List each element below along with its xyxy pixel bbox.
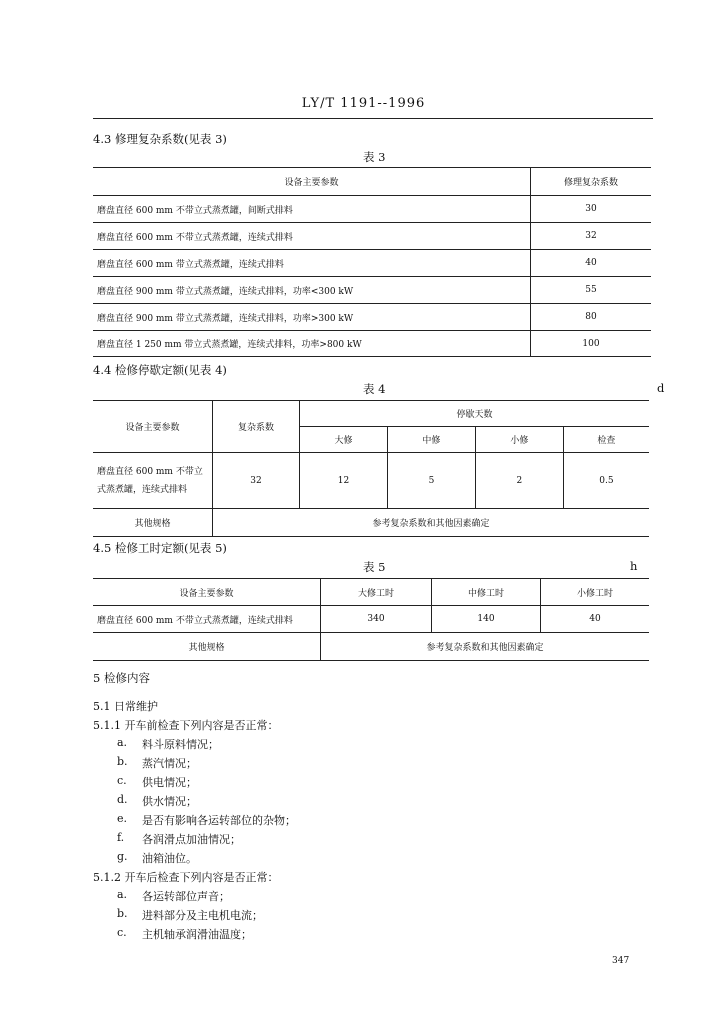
table-row-value: 2	[475, 453, 563, 509]
table-row-value: 55	[531, 277, 652, 304]
table-row-value: 80	[531, 304, 652, 331]
table-row-value: 100	[582, 338, 600, 349]
section-4-4-heading: 4.4 检修停歇定额(见表 4)	[93, 363, 227, 377]
section-5-heading: 5 检修内容	[93, 671, 150, 685]
list-item: 供电情况；	[142, 776, 197, 789]
list-item-mark: a.	[117, 888, 128, 901]
table-row-value: 30	[531, 196, 652, 223]
table-4-other-label: 其他规格	[93, 509, 213, 537]
table-4-header-coef: 复杂系数	[213, 401, 300, 453]
table-row-param: 磨盘直径 600 mm 不带立式蒸煮罐，连续式排料	[93, 223, 531, 250]
table-5-unit: h	[630, 559, 638, 573]
table-4-header-minor: 小修	[475, 427, 563, 453]
table-5-caption: 表 5	[363, 560, 386, 574]
table-4-caption: 表 4	[363, 382, 386, 396]
table-5-header-param: 设备主要参数	[93, 579, 321, 606]
list-item: 供水情况；	[142, 795, 197, 808]
table-row-param: 磨盘直径 600 mm 不带立式蒸煮罐，连续式排料	[93, 606, 321, 633]
table-row-param: 磨盘直径 600 mm 不带立式蒸煮罐，连续式排料	[93, 453, 213, 509]
table-4-header-param: 设备主要参数	[93, 401, 213, 453]
table-3-header-coef: 修理复杂系数	[531, 168, 652, 196]
table-row-value: 340	[321, 606, 432, 633]
table-row-param: 磨盘直径 600 mm 带立式蒸煮罐，连续式排料	[93, 250, 531, 277]
section-5-1-2-heading: 5.1.2 开车后检查下列内容是否正常：	[93, 871, 279, 884]
list-item: 进料部分及主电机电流；	[142, 909, 263, 922]
table-row-value: 140	[432, 606, 541, 633]
table-3	[93, 167, 651, 357]
table-3-header-param: 设备主要参数	[93, 168, 531, 196]
list-item-mark: c.	[117, 774, 127, 787]
table-row-param: 磨盘直径 600 mm 不带立式蒸煮罐，间断式排料	[93, 196, 531, 223]
table-3-caption: 表 3	[363, 150, 386, 164]
list-item-mark: d.	[117, 793, 128, 806]
list-item-mark: e.	[117, 812, 128, 825]
table-row-value: 32	[531, 223, 652, 250]
list-item-mark: b.	[117, 907, 128, 920]
table-row-value: 40	[541, 606, 650, 633]
list-item-mark: g.	[117, 850, 128, 863]
table-row-param: 磨盘直径 900 mm 带立式蒸煮罐，连续式排料，功率<300 kW	[93, 277, 531, 304]
section-4-3-heading: 4.3 修理复杂系数(见表 3)	[93, 132, 227, 146]
table-5-header-minor: 小修工时	[541, 579, 650, 606]
list-item: 各运转部位声音；	[142, 890, 230, 903]
list-item: 主机轴承润滑油温度；	[142, 928, 252, 941]
list-item-mark: f.	[117, 831, 125, 844]
table-5	[93, 578, 649, 661]
header-rule	[93, 118, 653, 119]
table-5-other-note: 参考复杂系数和其他因素确定	[426, 643, 544, 653]
table-row-param: 磨盘直径 1 250 mm 带立式蒸煮罐，连续式排料，功率>800 kW	[93, 331, 531, 357]
section-4-5-heading: 4.5 检修工时定额(见表 5)	[93, 541, 227, 555]
table-4	[93, 400, 649, 537]
section-5-1-1-heading: 5.1.1 开车前检查下列内容是否正常：	[93, 719, 279, 732]
table-4-header-overhaul: 大修	[300, 427, 388, 453]
table-4-unit: d	[657, 381, 665, 395]
standard-header: LY/T 1191--1996	[301, 96, 426, 111]
table-row-value: 12	[300, 453, 388, 509]
list-item: 各润滑点加油情况；	[142, 833, 241, 846]
table-row-value: 40	[531, 250, 652, 277]
list-item-mark: b.	[117, 755, 128, 768]
table-4-header-medium: 中修	[387, 427, 475, 453]
table-5-other-label: 其他规格	[93, 633, 321, 661]
table-row-param: 磨盘直径 900 mm 带立式蒸煮罐，连续式排料，功率>300 kW	[93, 304, 531, 331]
table-5-header-medium: 中修工时	[432, 579, 541, 606]
table-row-value: 0.5	[563, 453, 649, 509]
page-number: 347	[612, 956, 630, 966]
table-4-other-note: 参考复杂系数和其他因素确定	[372, 519, 490, 529]
table-4-header-days: 停歇天数	[300, 401, 650, 427]
list-item: 蒸汽情况；	[142, 757, 197, 770]
table-4-header-inspect: 检查	[563, 427, 649, 453]
list-item-mark: c.	[117, 926, 127, 939]
table-row-coef: 32	[213, 453, 300, 509]
table-5-header-overhaul: 大修工时	[321, 579, 432, 606]
list-item: 料斗原料情况；	[142, 738, 219, 751]
section-5-1-heading: 5.1 日常维护	[93, 700, 158, 713]
table-row-value: 5	[387, 453, 475, 509]
list-item-mark: a.	[117, 736, 128, 749]
list-item: 油箱油位。	[142, 852, 197, 865]
list-item: 是否有影响各运转部位的杂物；	[142, 814, 296, 827]
